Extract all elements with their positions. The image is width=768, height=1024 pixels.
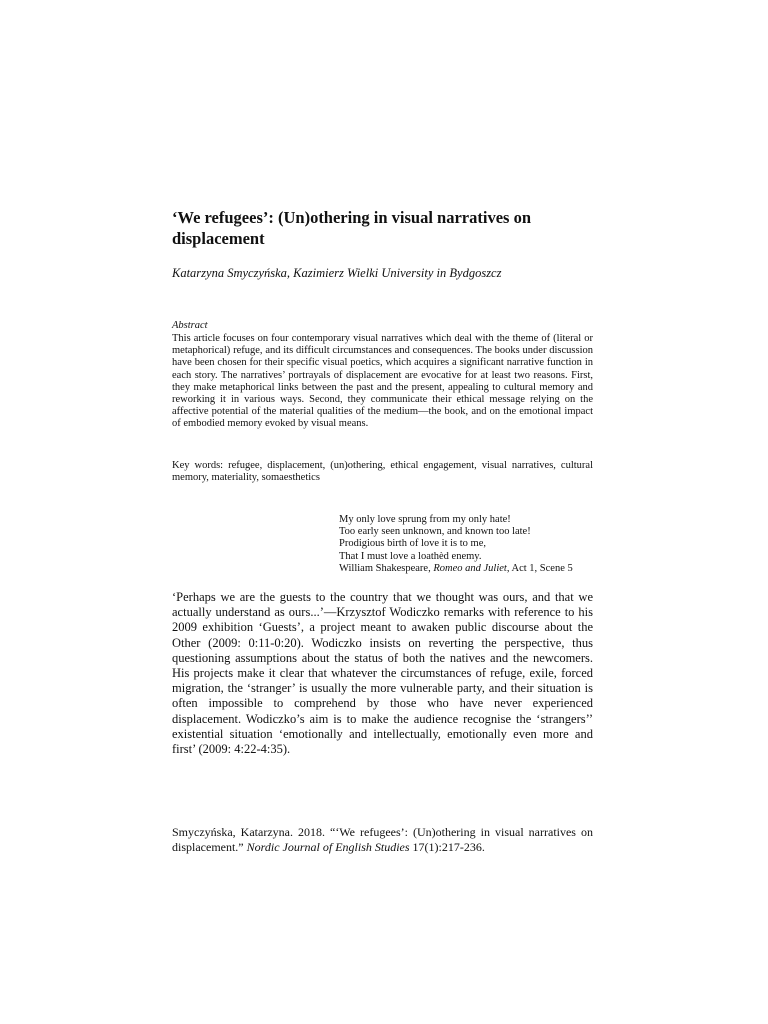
epigraph-line: My only love sprung from my only hate! xyxy=(339,514,511,525)
citation xyxy=(172,825,593,855)
epigraph-source-work: Romeo and Juliet xyxy=(433,562,507,574)
abstract-heading: Abstract xyxy=(172,320,208,331)
epigraph-source-prefix: William Shakespeare, xyxy=(339,562,434,574)
keywords: Key words: refugee, displacement, (un)othering, ethical engagement, visual narratives, cultural memory, materiality, somaesthetics xyxy=(172,460,593,484)
citation-journal: Nordic Journal of English Studies xyxy=(246,840,410,854)
epigraph-source-suffix: , Act 1, Scene 5 xyxy=(506,562,573,574)
abstract-text: This article focuses on four contemporary visual narratives which deal with the theme of (literal or metaphorical) refuge, and its difficult circumstances and consequences. The books under discussion have been chosen for their specific visual poetics, which acquires a significant narrative function in each story. The narratives’ portrayals of displacement are evocative for at least two reasons. First, they make metaphorical links between the past and the present, appealing to cultural memory and reworking it in various ways. Second, they communicate their ethical message relying on the affective potential of the material qualities of the medium—the book, and on the emotional impact of embodied memory evoked by visual means. xyxy=(172,333,593,430)
article-title: ‘We refugees’: (Un)othering in visual narratives on displacement xyxy=(172,208,531,248)
epigraph-line: That I must love a loathèd enemy. xyxy=(339,550,482,562)
epigraph-line: Prodigious birth of love it is to me, xyxy=(339,538,486,550)
epigraph xyxy=(339,514,609,575)
citation-suffix: 17(1):217-236. xyxy=(409,840,485,854)
author-line: Katarzyna Smyczyńska, Kazimierz Wielki University in Bydgoszcz xyxy=(172,266,502,280)
body-paragraph: ‘Perhaps we are the guests to the country that we thought was ours, and that we actually understand as ours...’—Krzysztof Wodiczko remarks with reference to his 2009 exhibition ‘Guests’, a project meant to awaken public discourse about the Other (2009: 0:11-0:20). Wodiczko insists on reverting the perspective, thus questioning assumptions about the status of both the natives and the newcomers. His projects make it clear that whatever the circumstances of refuge, exile, forced migration, the ‘stranger’ is usually the more vulnerable party, and their situation is often impossible to comprehend by those who have never experienced displacement. Wodiczko’s aim is to make the audience recognise the ‘strangers’’ existential situation ‘emotionally and intellectually, emotionally even more and first’ (2009: 4:22-4:35). xyxy=(172,590,593,757)
epigraph-line: Too early seen unknown, and known too late! xyxy=(339,526,531,538)
epigraph-source xyxy=(339,563,609,575)
citation-prefix: Smyczyńska, Katarzyna. 2018. “‘We refugees’: (Un)othering in visual narratives on displacement.” xyxy=(172,825,593,854)
